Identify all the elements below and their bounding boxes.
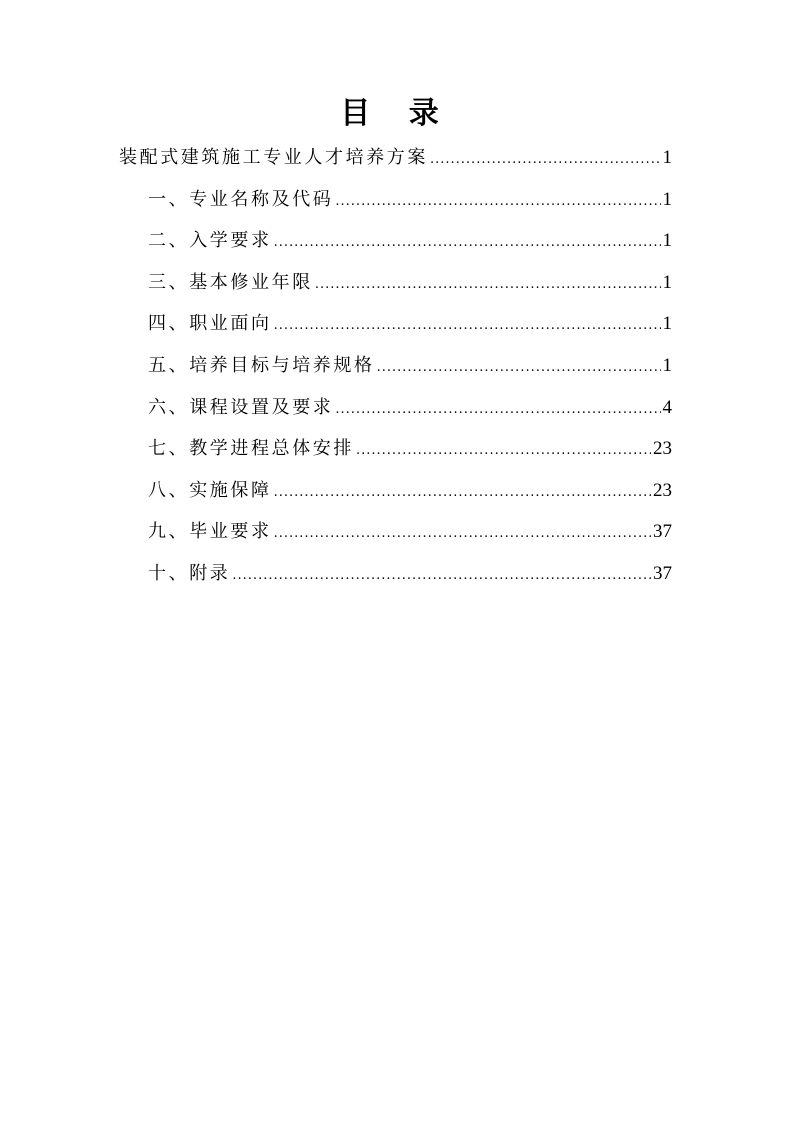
toc-entry-3[interactable] <box>148 268 672 298</box>
toc-title: 目 录 <box>340 96 453 131</box>
toc-entry-6[interactable] <box>148 393 672 423</box>
toc-entry-page: 1 <box>662 147 672 168</box>
toc-entry-page: 37 <box>653 521 672 543</box>
toc-entry-page: 1 <box>662 271 672 293</box>
toc-entry-label: 七、教学进程总体安排 <box>148 438 354 460</box>
toc-entry-label: 八、实施保障 <box>148 479 272 501</box>
toc-dot-leader <box>315 270 661 300</box>
toc-entry-page: 1 <box>662 355 672 376</box>
toc-entry-5[interactable] <box>148 351 672 381</box>
toc-entry-2[interactable] <box>148 226 672 256</box>
toc-entry-label: 六、课程设置及要求 <box>148 396 334 418</box>
toc-dot-leader <box>335 187 660 217</box>
toc-entry-label: 四、职业面向 <box>148 313 272 335</box>
toc-entry-page: 37 <box>653 563 672 584</box>
toc-entry-10[interactable] <box>148 559 672 589</box>
toc-entry-page: 1 <box>662 230 672 252</box>
toc-entry-label: 五、培养目标与培养规格 <box>148 355 375 376</box>
toc-dot-leader <box>274 228 661 258</box>
toc-entry-8[interactable] <box>148 476 672 506</box>
toc-entry-4[interactable] <box>148 309 672 339</box>
toc-entry-page: 1 <box>662 188 672 210</box>
toc-entry-page: 23 <box>653 479 672 501</box>
toc-entry-7[interactable] <box>148 434 672 464</box>
toc-entry-label: 十、附录 <box>148 563 231 584</box>
toc-entry-main[interactable] <box>119 143 672 173</box>
toc-entry-1[interactable] <box>148 185 672 215</box>
toc-entry-9[interactable] <box>148 517 672 547</box>
toc-dot-leader <box>377 353 661 383</box>
toc-entry-label: 一、专业名称及代码 <box>148 188 334 210</box>
toc-entry-label: 九、毕业要求 <box>148 521 272 543</box>
toc-entry-page: 1 <box>662 313 672 335</box>
toc-dot-leader <box>274 519 651 549</box>
toc-entry-page: 4 <box>662 396 672 418</box>
toc-dot-leader <box>232 561 651 591</box>
toc-entry-page: 23 <box>653 438 672 460</box>
toc-dot-leader <box>430 145 661 175</box>
toc-dot-leader <box>274 478 651 508</box>
toc-entry-label: 装配式建筑施工专业人才培养方案 <box>119 147 428 168</box>
toc-dot-leader <box>356 436 651 466</box>
toc-entry-label: 三、基本修业年限 <box>148 271 313 293</box>
toc-dot-leader <box>335 395 660 425</box>
toc-entry-label: 二、入学要求 <box>148 230 272 252</box>
toc-dot-leader <box>274 311 661 341</box>
